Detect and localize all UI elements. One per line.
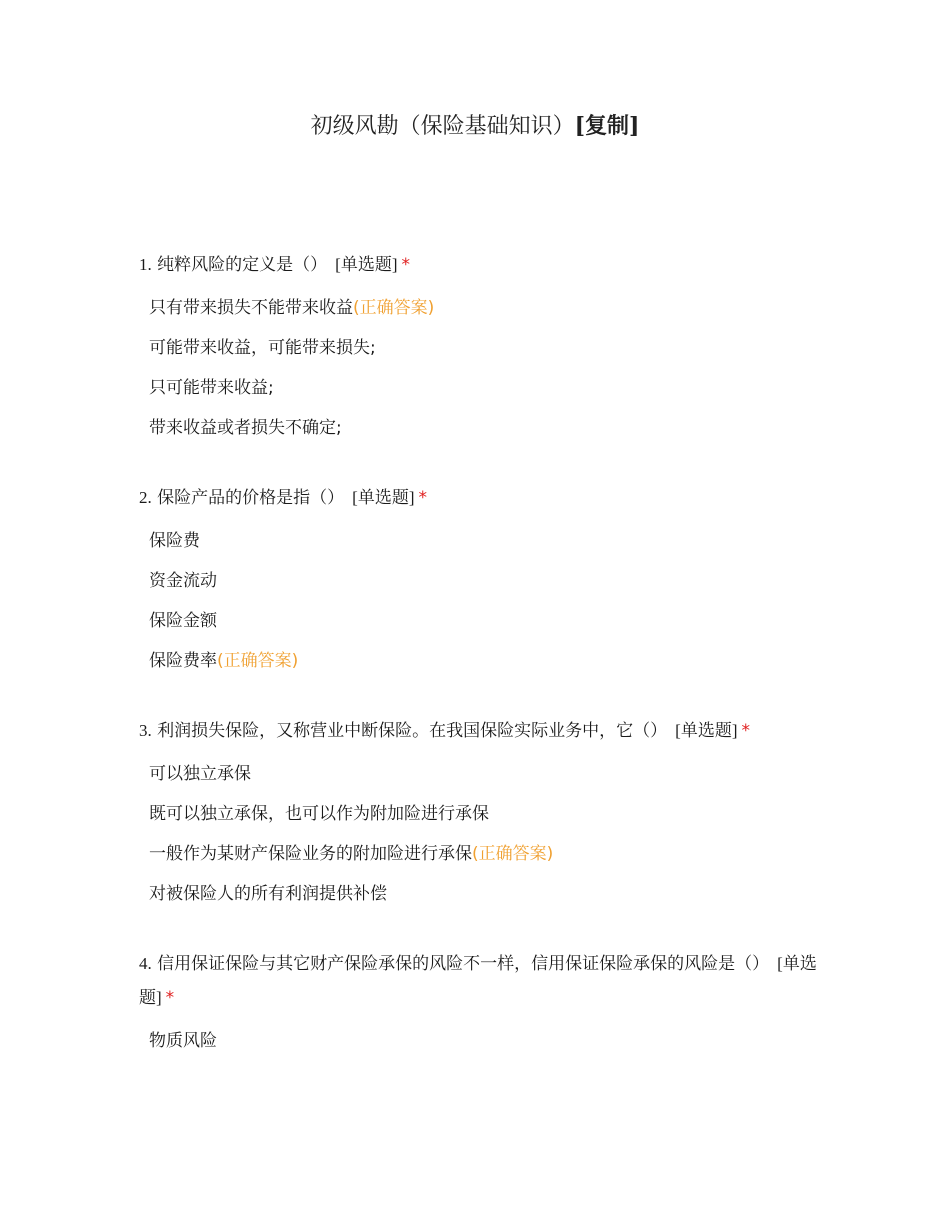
question-type-tag: [单选题]	[139, 954, 817, 1007]
required-asterisk: *	[741, 721, 750, 741]
option-text: 资金流动	[149, 571, 217, 591]
survey-title	[0, 110, 950, 143]
question-2-option-1	[149, 521, 819, 561]
question-body: 利润损失保险，又称营业中断保险。在我国保险实际业务中，它（）	[157, 721, 668, 741]
option-text: 一般作为某财产保险业务的附加险进行承保	[149, 844, 472, 864]
question-3-option-2	[149, 794, 819, 834]
option-text: 既可以独立承保，也可以作为附加险进行承保	[149, 804, 489, 824]
correct-answer-marker: (正确答案)	[353, 298, 435, 318]
option-text: 可以独立承保	[149, 764, 251, 784]
question-1-option-1	[149, 288, 819, 328]
required-asterisk: *	[401, 255, 410, 275]
question-text	[139, 248, 819, 282]
question-type-tag: [单选题]	[335, 255, 398, 274]
question-text	[139, 714, 819, 748]
question-body: 保险产品的价格是指（）	[157, 488, 345, 508]
question-body: 信用保证保险与其它财产保险承保的风险不一样，信用保证保险承保的风险是（）	[157, 954, 770, 974]
question-number: 2.	[139, 488, 152, 507]
option-list	[139, 288, 819, 448]
question-3-option-1	[149, 754, 819, 794]
correct-answer-marker: (正确答案)	[217, 651, 299, 671]
option-list	[139, 754, 819, 914]
option-text: 可能带来收益，可能带来损失;	[149, 338, 376, 358]
required-asterisk: *	[165, 988, 175, 1008]
question-2	[139, 481, 819, 681]
question-number: 1.	[139, 255, 152, 274]
question-type-tag: [单选题]	[675, 721, 738, 740]
question-2-option-4	[149, 641, 819, 681]
question-4-option-1	[149, 1021, 819, 1061]
required-asterisk: *	[418, 488, 427, 508]
question-text	[139, 481, 819, 515]
option-text: 保险金额	[149, 611, 217, 631]
question-text	[139, 947, 819, 1015]
correct-answer-marker: (正确答案)	[472, 844, 554, 864]
question-3-option-3	[149, 834, 819, 874]
option-list	[139, 521, 819, 681]
option-text: 只可能带来收益;	[149, 378, 274, 398]
question-number: 3.	[139, 721, 152, 740]
option-text: 保险费率	[149, 651, 217, 671]
option-text: 带来收益或者损失不确定;	[149, 418, 342, 438]
question-1-option-2	[149, 328, 819, 368]
question-1	[139, 248, 819, 448]
option-list	[139, 1021, 819, 1061]
question-3	[139, 714, 819, 914]
question-2-option-3	[149, 601, 819, 641]
option-text: 只有带来损失不能带来收益	[149, 298, 353, 318]
option-text: 保险费	[149, 531, 200, 551]
question-2-option-2	[149, 561, 819, 601]
question-3-option-4	[149, 874, 819, 914]
question-1-option-3	[149, 368, 819, 408]
question-body: 纯粹风险的定义是（）	[157, 255, 328, 275]
question-4	[139, 947, 819, 1061]
question-number: 4.	[139, 954, 152, 973]
question-1-option-4	[149, 408, 819, 448]
option-text: 物质风险	[149, 1031, 217, 1051]
option-text: 对被保险人的所有利润提供补偿	[149, 884, 387, 904]
survey-title-text: 初级风勘（保险基础知识）	[310, 114, 575, 139]
survey-title-tag: [复制]	[574, 113, 640, 139]
question-list	[139, 248, 819, 1094]
question-type-tag: [单选题]	[352, 488, 415, 507]
